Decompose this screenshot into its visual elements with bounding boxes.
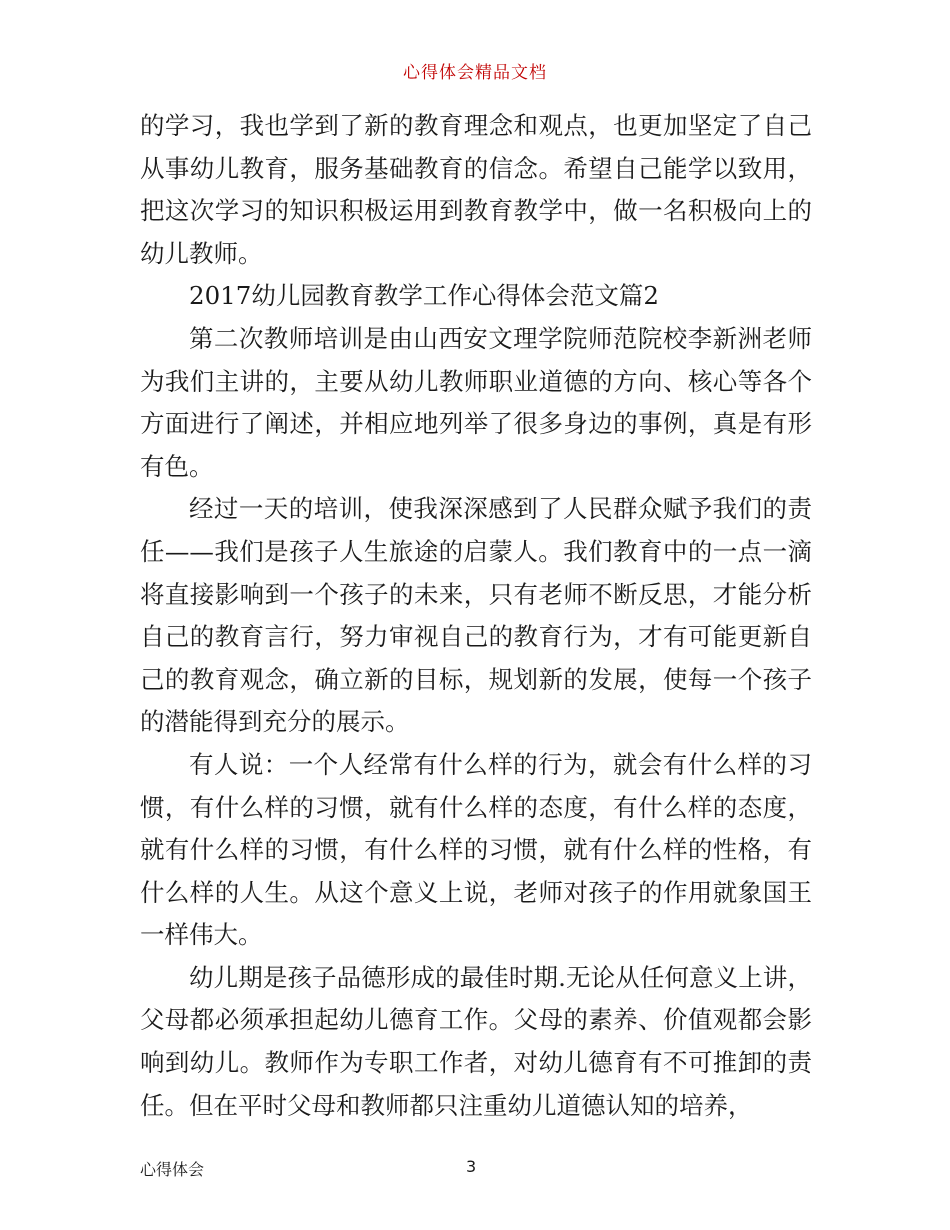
paragraph-1: 的学习，我也学到了新的教育理念和观点，也更加坚定了自己从事幼儿教育，服务基础教育的信念。希望自己能学以致用，把这次学习的知识积极运用到教育教学中，做一名积极向上的幼儿教师。 [140, 111, 812, 268]
paragraph-2-heading: 2017幼儿园教育教学工作心得体会范文篇2 [189, 281, 659, 311]
paragraph-5: 有人说：一个人经常有什么样的行为，就会有什么样的习惯，有什么样的习惯，就有什么样的态度，有什么样的态度，就有什么样的习惯，有什么样的习惯，就有什么样的性格，有什么样的人生。从这个意义上说，老师对孩子的作用就象国王一样伟大。 [140, 749, 812, 950]
paragraph-3: 第二次教师培训是由山西安文理学院师范院校李新洲老师为我们主讲的，主要从幼儿教师职业道德的方向、核心等各个方面进行了阐述，并相应地列举了很多身边的事例，真是有形有色。 [140, 323, 812, 481]
footer-page-number: 3 [466, 1157, 477, 1176]
page-header-title: 心得体会精品文档 [403, 63, 547, 83]
document-body [140, 105, 812, 1127]
paragraph-4: 经过一天的培训，使我深深感到了人民群众赋予我们的责任——我们是孩子人生旅途的启蒙人。我们教育中的一点一滴将直接影响到一个孩子的未来，只有老师不断反思，才能分析自己的教育言行，努力审视自己的教育行为，才有可能更新自己的教育观念，确立新的目标，规划新的发展，使每一个孩子的潜能得到充分的展示。 [140, 494, 812, 737]
footer-label: 心得体会 [140, 1160, 205, 1179]
paragraph-6: 幼儿期是孩子品德形成的最佳时期.无论从任何意义上讲，父母都必须承担起幼儿德育工作。父母的素养、价值观都会影响到幼儿。教师作为专职工作者，对幼儿德育有不可推卸的责任。但在平时父母和教师都只注重幼儿道德认知的培养， [140, 962, 812, 1120]
